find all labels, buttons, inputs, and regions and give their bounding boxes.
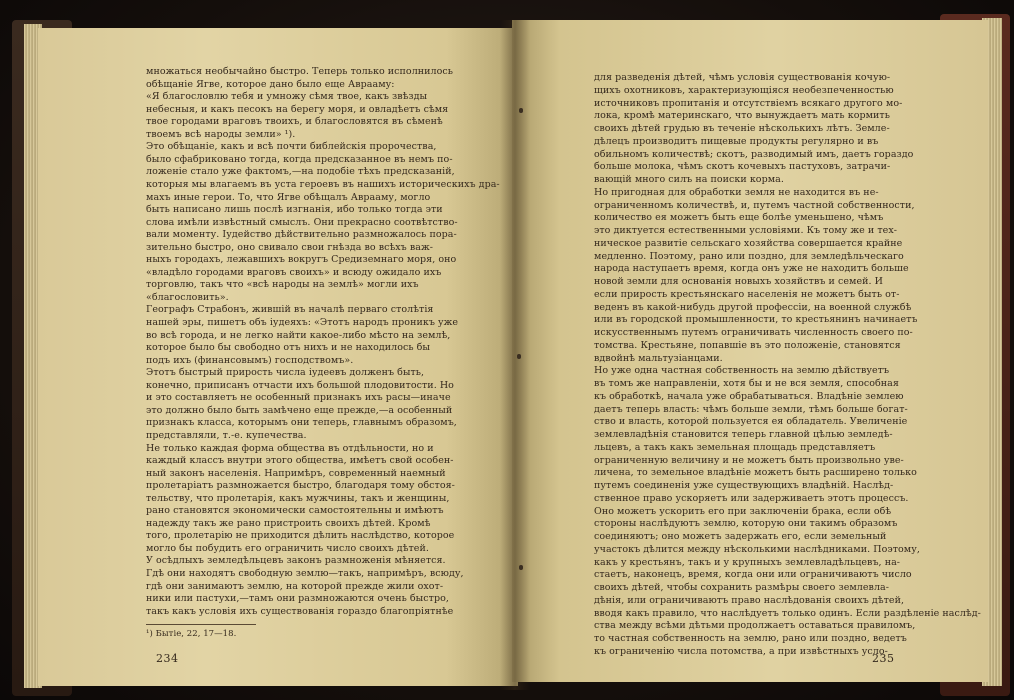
text-line: стороны наслѣдуютъ землю, которую они такимъ образомъ [594,518,898,530]
text-line: количество ея можетъ быть еще болѣе уменьшено, чѣмъ [594,212,884,224]
text-line: участокъ дѣлится между нѣсколькими наслѣдниками. Поэтому, [594,543,920,555]
text-line: къ ограниченію числа потомства, а при извѣстныхъ усло- [594,645,888,657]
text-line: могло бы побудить его ограничить число своихъ дѣтей. [146,542,429,554]
page-number-left: 234 [156,652,179,665]
text-line: Гдѣ они находятъ свободную землю—такъ, напримѣръ, всюду, [146,568,464,579]
text-line: ограниченную величину и не можетъ быть произвольно уве- [594,454,904,466]
text-line: ство и власть, которой пользуется ея обладатель. Увеличеніе [594,416,908,428]
text-line: торговлю, такъ что «всѣ народы на землѣ» могли ихъ [146,279,419,291]
text-line: было сфабриковано тогда, когда предсказанное въ немъ по- [146,153,453,165]
text-line: льцевъ, а такъ какъ земельная площадь представляетъ [594,441,876,453]
text-line: вали моменту. Іудейство дѣйствительно размножалось пора- [146,229,457,241]
text-line: дѣнія, или ограничиваютъ право наслѣдованія своихъ дѣтей, [594,594,905,606]
text-line: Но пригодная для обработки земля не находится въ не- [594,186,879,198]
text-line: У осѣдлыхъ земледѣльцевъ законъ размноженія мѣняется. [146,555,446,567]
text-line: это должно было быть замѣчено еще прежде,—а особенный [146,404,453,416]
text-line: во всѣ города, и не легко найти какое-либо мѣсто на землѣ, [146,329,451,341]
text-line: какъ у крестьянъ, такъ и у крупныхъ землевладѣльцевъ, на- [594,556,901,568]
text-line: которое было бы свободно отъ нихъ и не находилось бы [146,342,431,354]
text-line: для разведенія дѣтей, чѣмъ условія существованія кочую- [594,72,891,83]
left-page [38,28,518,686]
text-line: личена, то земельное владѣніе можетъ быть расширено только [594,467,917,479]
footnote: ¹) Бытіе, 22, 17—18. [146,629,237,639]
text-line: медленно. Поэтому, рано или поздно, для земледѣльческаго [594,250,904,262]
text-line: веденъ въ какой-нибудь другой профессіи, на военной службѣ [594,301,912,313]
text-line: даетъ теперь власть: чѣмъ больше земли, тѣмъ больше богат- [594,403,908,415]
text-line: это диктуется естественными условіями. Къ тому же и тех- [594,225,897,236]
text-line: въ томъ же направленіи, хотя бы и не вся земля, способная [594,378,899,389]
text-line: ложеніе стало уже фактомъ,—на подобіе тѣхъ предсказаній, [146,166,455,178]
text-line: путемъ соединенія уже существующихъ владѣній. Наслѣд- [594,480,894,491]
text-line: ства между всѣми дѣтьми продолжаетъ оставаться правиломъ, [594,620,916,632]
text-line: соединяютъ; оно можетъ задержать его, если земельный [594,531,887,542]
text-line: твое городами враговъ твоихъ, и благословятся въ сѣменѣ [146,116,443,128]
text-line: каждый классъ внутри этого общества, имѣетъ свой особен- [146,455,454,467]
text-line: если прирость крестьянскаго населенія не можетъ быть от- [594,288,900,300]
text-line: множаться необычайно быстро. Теперь только исполнилось [146,66,453,77]
text-line: вдвойнѣ мальтузіанцами. [594,352,723,364]
gutter-shadow [500,20,530,690]
text-line: дѣлецъ производитъ пищевые продукты регулярно и въ [594,135,879,147]
text-line: рано становятся экономически самостоятельны и имѣютъ [146,505,444,517]
text-line: ограниченномъ количествѣ, и, путемъ частной собственности, [594,199,915,211]
text-line: вводя какъ правило, что наслѣдуетъ только одинъ. Если раздѣленіе наслѣд- [594,607,981,619]
text-line: ныхъ городахъ, лежавшихъ вокругъ Средиземнаго моря, оно [146,254,457,266]
text-line: махъ иные герои. То, что Ягве обѣщалъ Аврааму, могло [146,191,431,203]
text-line: Оно можетъ ускорить его при заключеніи брака, если обѣ [594,505,892,517]
text-line: «благословить». [146,291,229,303]
text-line: пролетаріатъ размножается быстро, благодаря тому обстоя- [146,480,455,492]
text-line: ники или пастухи,—тамъ они размножаются очень быстро, [146,593,449,605]
text-line: Не только каждая форма общества въ отдѣльности, но и [146,442,434,454]
text-line: подъ ихъ (финансовымъ) господствомъ». [146,354,354,366]
text-line: быть написано лишь послѣ изгнанія, ибо только тогда эти [146,204,443,216]
binding-stitch [517,354,521,359]
text-line: слова имѣли извѣстный смыслъ. Они прекрасно соотвѣтство- [146,216,458,228]
text-line: своихъ дѣтей грудью въ теченіе нѣсколькихъ лѣтъ. Земле- [594,123,890,134]
text-line: новой земли для основанія новыхъ хозяйствъ и семей. И [594,276,883,287]
text-line: нашей эры, пишетъ объ іудеяхъ: «Этотъ народъ проникъ уже [146,317,459,328]
text-line: Это обѣщаніе, какъ и всѣ почти библейскія пророчества, [146,141,437,153]
text-line: небесныя, и какъ песокъ на берегу моря, и овладѣетъ сѣмя [146,103,449,115]
text-line: вающій много силъ на поиски корма. [594,174,784,185]
text-line: щихъ охотниковъ, характеризующіяся необезпеченностью [594,84,894,96]
text-line: обильномъ количествѣ; скотъ, разводимый имъ, даетъ гораздо [594,148,914,160]
page-number-right: 235 [872,652,895,665]
text-line: искусственнымъ путемъ ограничивать численность своего по- [594,327,913,338]
text-line: твоемъ всѣ народы земли» ¹). [146,128,296,140]
text-line: «владѣло городами враговъ своихъ» и всюду ожидало ихъ [146,266,442,278]
text-line: больше молока, чѣмъ скотъ кочевыхъ пастуховъ, затрачи- [594,161,891,173]
text-line: «Я благословлю тебя и умножу сѣмя твое, какъ звѣзды [146,91,428,103]
text-line: источниковъ пропитанія и отсутствіемъ всякаго другого мо- [594,97,903,109]
text-line: своихъ дѣтей, чтобы сохранить размѣры своего землевла- [594,582,890,593]
text-line: того, пролетарію не приходится дѣлить наслѣдство, которое [146,530,455,542]
text-line: и это составляетъ не особенный признакъ ихъ расы—иначе [146,392,451,404]
text-line: гдѣ они занимаютъ землю, на которой прежде жили охот- [146,580,444,592]
text-line: ническое развитіе сельскаго хозяйства совершается крайне [594,237,903,249]
text-line: такъ какъ условія ихъ существованія гораздо благопріятнѣе [146,605,454,617]
text-line: къ обработкѣ, начала уже обрабатываться. Владѣніе землею [594,390,904,402]
binding-stitch [519,108,523,113]
text-line: представляли, т.-е. купечества. [146,429,307,441]
text-line: обѣщаніе Ягве, которое дано было еще Аврааму: [146,78,395,90]
text-line: народа наступаетъ время, когда онъ уже не находитъ больше [594,263,909,275]
text-line: Но уже одна частная собственность на землю дѣйствуетъ [594,365,890,377]
binding-stitch [519,565,523,570]
text-line: лока, кромѣ материнскаго, что вынуждаетъ мать кормить [594,110,890,122]
text-line: Этотъ быстрый прирость числа іудеевъ долженъ быть, [146,367,425,379]
text-line: землевладѣнія становится теперь главной цѣлью земледѣ- [594,429,893,440]
text-line: ственное право ускоряетъ или задерживаетъ этотъ процессъ. [594,492,909,504]
text-line: надежду такъ же рано пристроить своихъ дѣтей. Кромѣ [146,517,431,529]
text-line: зительно быстро, оно свивало свои гнѣзда во всѣхъ важ- [146,241,434,253]
text-line: конечно, приписанъ отчасти ихъ большой плодовитости. Но [146,379,454,391]
right-page [512,20,988,682]
footnote-rule [146,624,256,625]
text-line: тельству, что пролетарія, какъ мужчины, такъ и женщины, [146,492,450,504]
text-line: Географъ Страбонъ, жившій въ началѣ перваго столѣтія [146,304,434,316]
text-line: томства. Крестьяне, попавшіе въ это положеніе, становятся [594,339,901,351]
text-line: ный законъ населенія. Напримѣръ, современный наемный [146,467,446,479]
text-line: которыя мы влагаемъ въ уста героевъ въ нашихъ историческихъ дра- [146,178,500,190]
text-line: то частная собственность на землю, рано или поздно, ведетъ [594,633,907,644]
text-line: стаетъ, наконецъ, время, когда они или ограничиваютъ число [594,569,912,581]
text-line: или въ городской промышленности, то крестьянинъ начинаетъ [594,314,918,326]
text-line: признакъ класса, которымъ они теперь, главнымъ образомъ, [146,417,457,429]
